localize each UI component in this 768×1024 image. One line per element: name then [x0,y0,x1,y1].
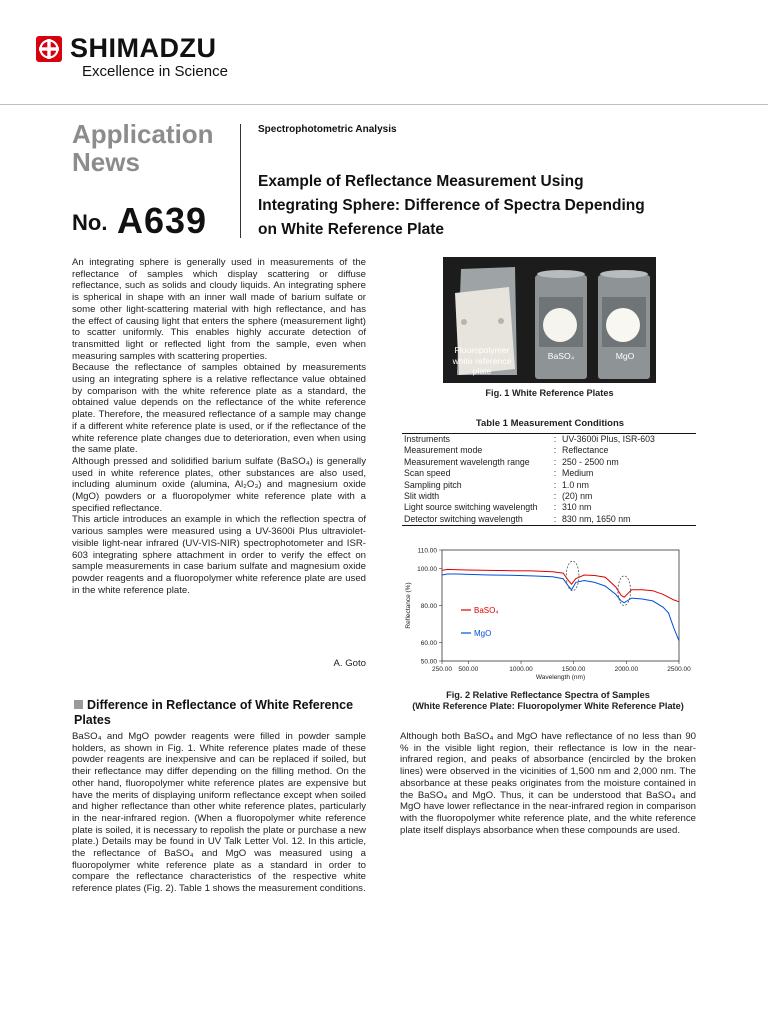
figure2-caption [398,690,698,712]
condition-value: 1.0 nm [562,479,589,490]
intro-paragraph: Because the reflectance of samples obtained by measurements using an integrating sphere is a relative reflectance value obtained by comparison with the white reference plate as a standard, the obtained value depends on the reflectance of the white reference plate. Therefore, the measured reflectance of a sample may change if a different white reference plate is used, or if the reflectance of the white reference plate changes due to deterioration, even when using the same plate. [72,362,366,456]
condition-value: 830 nm, 1650 nm [562,513,631,524]
condition-separator: : [553,456,557,467]
x-axis-label: Wavelength (nm) [535,674,586,681]
condition-separator: : [553,502,557,513]
table-row [402,502,696,513]
condition-label: Slit width [404,491,440,502]
page-title: Example of Reflectance Measurement Using Integrating Sphere: Difference of Spectra Depending on White Reference Plate [258,173,645,238]
figure1-photo [443,257,656,383]
table-row [402,468,696,479]
x-tick-label: 2500.00 [667,666,691,673]
absorbance-peak-annotation [618,576,631,606]
condition-separator: : [553,513,557,524]
figure2-caption-text: Fig. 2 Relative Reflectance Spectra of Samples (White Reference Plate: Fluoropolymer White Reference Plate) [412,690,684,711]
condition-label: Light source switching wavelength [404,502,538,513]
section-heading [74,698,374,728]
y-tick-label: 50.00 [420,658,437,666]
table-row [402,445,696,456]
issue-number: A639 [117,200,208,241]
series-title-line1: Application [72,119,214,149]
measurement-conditions-table [402,433,696,526]
condition-label: Detector switching wavelength [404,513,523,524]
header-divider [0,104,768,105]
condition-separator: : [553,468,557,479]
series-title-line2: News [72,147,140,177]
shimadzu-logo-icon [36,36,62,62]
figure1-label-baso4: BaSO₄ [547,351,575,361]
x-tick-label: 250.00 [432,666,452,673]
brand-name: SHIMADZU [70,33,217,63]
condition-separator: : [553,445,557,456]
x-tick-label: 1500.00 [561,666,586,673]
section-heading-text: Difference in Reflectance of White Reference Plates [74,698,354,727]
condition-value: UV-3600i Plus, ISR-603 [562,434,655,444]
table-row [402,434,696,445]
intro-paragraph: Although pressed and solidified barium sulfate (BaSO₄) is generally used in white reference plates, other substances are also used, including aluminum oxide (alumina, Al₂O₃) and magnesium oxide (MgO) powders or a fluoropolymer white reference plate with a specified reflectance. [72,455,366,514]
condition-label: Scan speed [404,468,451,479]
legend-label: BaSO₄ [474,606,499,615]
condition-value: 310 nm [562,502,592,513]
figure1-label-fluoropolymer: Fluoropolymer white reference plate [452,345,512,376]
intro-paragraph: This article introduces an example in which the reflection spectra of various samples were measured using a UV-3600i Plus ultraviolet-visible light-near infrared (UV-VIS-NIR) spectrophotometer and ISR-603 integrating sphere attachment in order to verify the effect on sample measurements in case barium sulfate and magnesium oxide powder reagents and a fluoropolymer white reference plate are used in the white reference plate. [72,514,366,596]
y-tick-label: 60.00 [420,640,437,647]
x-tick-label: 2000.00 [614,666,639,673]
table-row [402,491,696,502]
y-tick-label: 100.00 [417,566,437,573]
table1-caption: Table 1 Measurement Conditions [475,418,625,429]
condition-label: Measurement wavelength range [404,456,530,467]
table-row [402,480,696,491]
section-paragraph: BaSO₄ and MgO powder reagents were filled in powder sample holders, as shown in Fig. 1. White reference plates made of these powder reagents are inexpensive and can be replaced if soiled, but their reflectance may differ depending on the filling method. On the other hand, fluoropolymer white reference plates are expensive but have the merits of displaying uniform reflectance except when soiled and higher reflectance than other white reference plates, particularly in the near-infrared region. (When a fluoropolymer white reference plate is soiled, it is necessary to repolish the plate or purchase a new plate.) Details may be found in UV Talk Letter Vol. 12. In this article, the reflectance of BaSO₄ and MgO was measured using a fluoropolymer white reference plate as a standard in order to compare the reflectance characteristics of the respective white reference plates (Fig. 2). Table 1 shows the measurement conditions. [72,731,366,895]
intro-paragraph: An integrating sphere is generally used in measurements of the reflectance of samples which display scattering or diffuse reflectance, such as solids and cloudy liquids. An integrating sphere is spherical in shape with an inner wall made of barium sulfate or some other light-scattering material with high reflectance, and has the effect of causing light that enters the sphere (measurement light) to scatter uniformly. This enables highly accurate detection of transmitted light or reflected light from the sample, even when measuring samples with scattering properties. [72,257,366,362]
y-tick-label: 110.00 [417,547,437,555]
section-paragraph: Although both BaSO₄ and MgO have reflectance of no less than 90 % in the visible light region, their reflectance is low in the near-infrared region, and peaks of absorbance (encircled by the broken lines) were observed in the vicinities of 1,500 nm and 2,000 nm. The absorbance at these peaks originates from the moisture contained in the BaSO₄ and MgO. Thus, it can be understood that BaSO₄ and MgO have lower reflectance in the near-infrared region in comparison with the fluoropolymer white reference plate, and the white reference plate itself displays absorbance when these compounds are used. [400,731,696,836]
section-text-right [400,731,696,836]
condition-value: (20) nm [562,491,593,502]
title-divider [240,124,241,238]
y-axis-label: Reflectance (%) [405,582,412,629]
table-row [402,457,696,468]
condition-label: Sampling pitch [404,479,462,490]
condition-label: Measurement mode [404,445,483,456]
section-text [72,731,366,895]
condition-value: Reflectance [562,445,609,456]
condition-label: Instruments [404,434,450,444]
legend-label: MgO [474,629,492,638]
condition-separator: : [553,479,557,490]
condition-separator: : [553,491,557,502]
x-tick-label: 500.00 [458,666,479,673]
condition-value: 250 - 2500 nm [562,456,619,467]
section-bullet-icon [74,700,83,709]
figure1-caption: Fig. 1 White Reference Plates [485,388,614,398]
category-label: Spectrophotometric Analysis [258,124,397,135]
table-row [402,514,696,525]
author: A. Goto [333,658,366,669]
condition-value: Medium [562,468,594,479]
x-tick-label: 1000.00 [509,666,533,673]
condition-separator: : [553,434,557,444]
figure1-label-mgo: MgO [615,351,635,361]
intro-text [72,257,366,596]
series-title [72,120,214,176]
issue-number-label: No. [72,210,108,235]
brand-tagline: Excellence in Science [82,63,228,80]
y-tick-label: 80.00 [420,603,437,610]
reflectance-chart-svg [398,540,698,690]
reflectance-chart [398,540,698,690]
